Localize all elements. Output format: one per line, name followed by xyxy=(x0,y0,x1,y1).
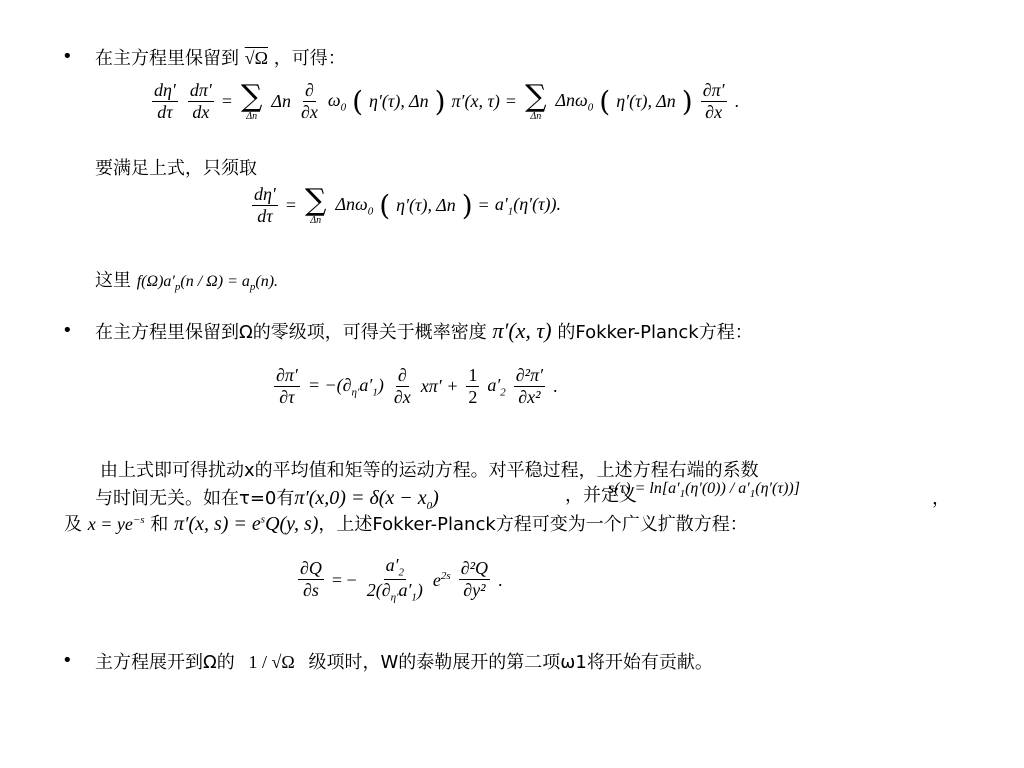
eq4-lhs: $\frac{\partial Q}{\partial s}$ xyxy=(300,558,322,601)
equation-2: $\frac{d\eta'}{d\tau}$ = ∑ Δn Δnω$_0$ ( η′(τ), Δn ) = $a'_1(\eta'(\tau))$. xyxy=(254,182,562,226)
b1-sqrt-omega: √Ω xyxy=(244,48,268,68)
definition-line: 这里 $f(\Omega)a'_p(n / \Omega) = a_p(n)$. xyxy=(95,270,279,294)
eq1-sum-1: ∑ Δn xyxy=(241,78,263,122)
bullet-3-text: 主方程展开到Ω的 1 / √Ω 级项时，W的泰勒展开的第二项ω1将开始有贡献。 xyxy=(95,652,713,673)
eq3-second: $\frac{\text{∂²π′}}{\text{∂x²}}$ xyxy=(515,365,544,407)
bullet-1-text xyxy=(95,44,346,70)
eq1-pi: π′(x, τ) xyxy=(451,91,500,112)
b2-math: π′(x, τ) xyxy=(492,318,552,343)
eq4-second: $\frac{\text{∂²Q}}{\text{∂y²}}$ xyxy=(460,558,488,601)
eq1-omega: $\omega_0$ xyxy=(327,89,347,114)
diffusion-equation: $\frac{\partial Q}{\partial s}$ = − $\frac{a'_2}{2(\partial_{\eta'}a'_1)}$ $e^{2s}$ $\frac{\text{∂²Q}}{\text{∂y²}}$ . xyxy=(300,555,503,604)
eq2-frac: $\frac{d\eta'}{d\tau}$ xyxy=(254,184,276,226)
eq3-lhs: $\frac{\partial\pi'}{\partial\tau}$ xyxy=(276,365,298,407)
eq3-coef: = $-(\partial_{\eta'}a'_1)$ xyxy=(307,374,384,399)
paragraph-line-3: 及 $x = ye^{-s}$ 和 π′(x, $s) = e^sQ(y$, s)，上述Fokker-Planck方程可变为一个广义扩散方程： xyxy=(64,513,748,535)
paragraph-define: ，并定义 xyxy=(565,485,637,506)
eq2-sum: ∑ Δn xyxy=(305,182,327,226)
bullet-3: • xyxy=(62,650,73,671)
fokker-planck-equation: $\frac{\partial\pi'}{\partial\tau}$ = $-(\partial_{\eta'}a'_1)$ $\frac{\partial}{\partial x}$ xπ′ + $\frac{1}{2}$ $a'_2$ $\frac{\text{∂²π′}}{\text{∂x²}}$ . xyxy=(276,365,558,407)
eq3-a2: $a'_2$ xyxy=(487,374,506,399)
def-math: $f(\Omega)a'_p(n / \Omega) = a_p(n)$. xyxy=(136,273,279,294)
eq2-rhs: $a'_1(\eta'(\tau))$. xyxy=(494,193,562,218)
eq3-partial: $\frac{\partial}{\partial x}$ xyxy=(393,365,411,407)
bullet-2: • xyxy=(62,320,73,341)
eq4-coef: $\frac{a'_2}{2(\partial_{\eta'}a'_1)}$ xyxy=(366,555,423,604)
eq1-frac-dpi: $\frac{d\pi'}{dx}$ xyxy=(189,80,212,122)
paragraph-comma: ， xyxy=(932,488,950,509)
b3-math: 1 / √Ω xyxy=(248,652,295,672)
eq1-delta-n: Δn xyxy=(271,91,291,112)
equation-1: $\frac{d\eta'}{d\tau}$ $\frac{d\pi'}{dx}$ = ∑ Δn Δn $\frac{\partial}{\partial x}$ $\omega_0$ ( η′(τ), Δn ) π′(x, τ) = ∑ Δn Δnω$_0$ ( η′(τ), Δn ) $\frac{\partial\pi'}{\partial x}$ . xyxy=(154,78,740,122)
eq1-inner: η′(τ), Δn xyxy=(369,91,429,112)
eq1-part2: Δnω$_0$ xyxy=(555,89,594,114)
eq3-half: $\frac{1}{2}$ xyxy=(468,365,478,407)
condition-text: 要满足上式，只须取 xyxy=(95,158,257,179)
eq1-inner-2: η′(τ), Δn xyxy=(616,91,676,112)
eq1-frac-partial: $\frac{\partial}{\partial x}$ xyxy=(301,80,318,122)
eq1-frac-dpi-dx: $\frac{\partial\pi'}{\partial x}$ xyxy=(702,80,725,122)
bullet-1 xyxy=(62,46,73,67)
eq2-body: Δnω$_0$ xyxy=(335,193,374,218)
eq1-sum-2: ∑ Δn xyxy=(525,78,547,122)
paragraph-line-2: 与时间无关。如在τ=0有$\pi'(x,0) = \delta(x - x_0)$ xyxy=(95,487,439,512)
eq4-exp: $e^{2s}$ xyxy=(432,569,451,590)
paragraph-line-1: 由上式即可得扰动x的平均值和矩等的运动方程。对平稳过程，上述方程右端的系数 xyxy=(100,460,759,481)
eq3-xpi: xπ′ + xyxy=(420,376,459,397)
eq2-inner: η′(τ), Δn xyxy=(396,195,456,216)
para-pi-def: π′(x, $s) = e^sQ(y$, s) xyxy=(174,513,319,535)
bullet-2-text: 在主方程里保留到Ω的零级项，可得关于概率密度 π′(x, τ) 的Fokker-Planck方程： xyxy=(95,318,753,343)
bullet-marker: • xyxy=(62,46,73,67)
b1-text: 在主方程里保留到 xyxy=(95,48,239,69)
b1-tail: ，可得： xyxy=(273,48,346,69)
paragraph-s-def: $s(\tau) = \ln[a'_1(\eta'(0)) / a'_1(\eta'(\tau))]$ xyxy=(608,480,800,501)
para-x-def: $x = ye^{-s}$ xyxy=(87,514,145,534)
para-pi-init: $\pi'(x,0) = \delta(x - x_0)$ xyxy=(294,487,439,512)
eq1-frac-deta: $\frac{d\eta'}{d\tau}$ xyxy=(154,80,176,122)
